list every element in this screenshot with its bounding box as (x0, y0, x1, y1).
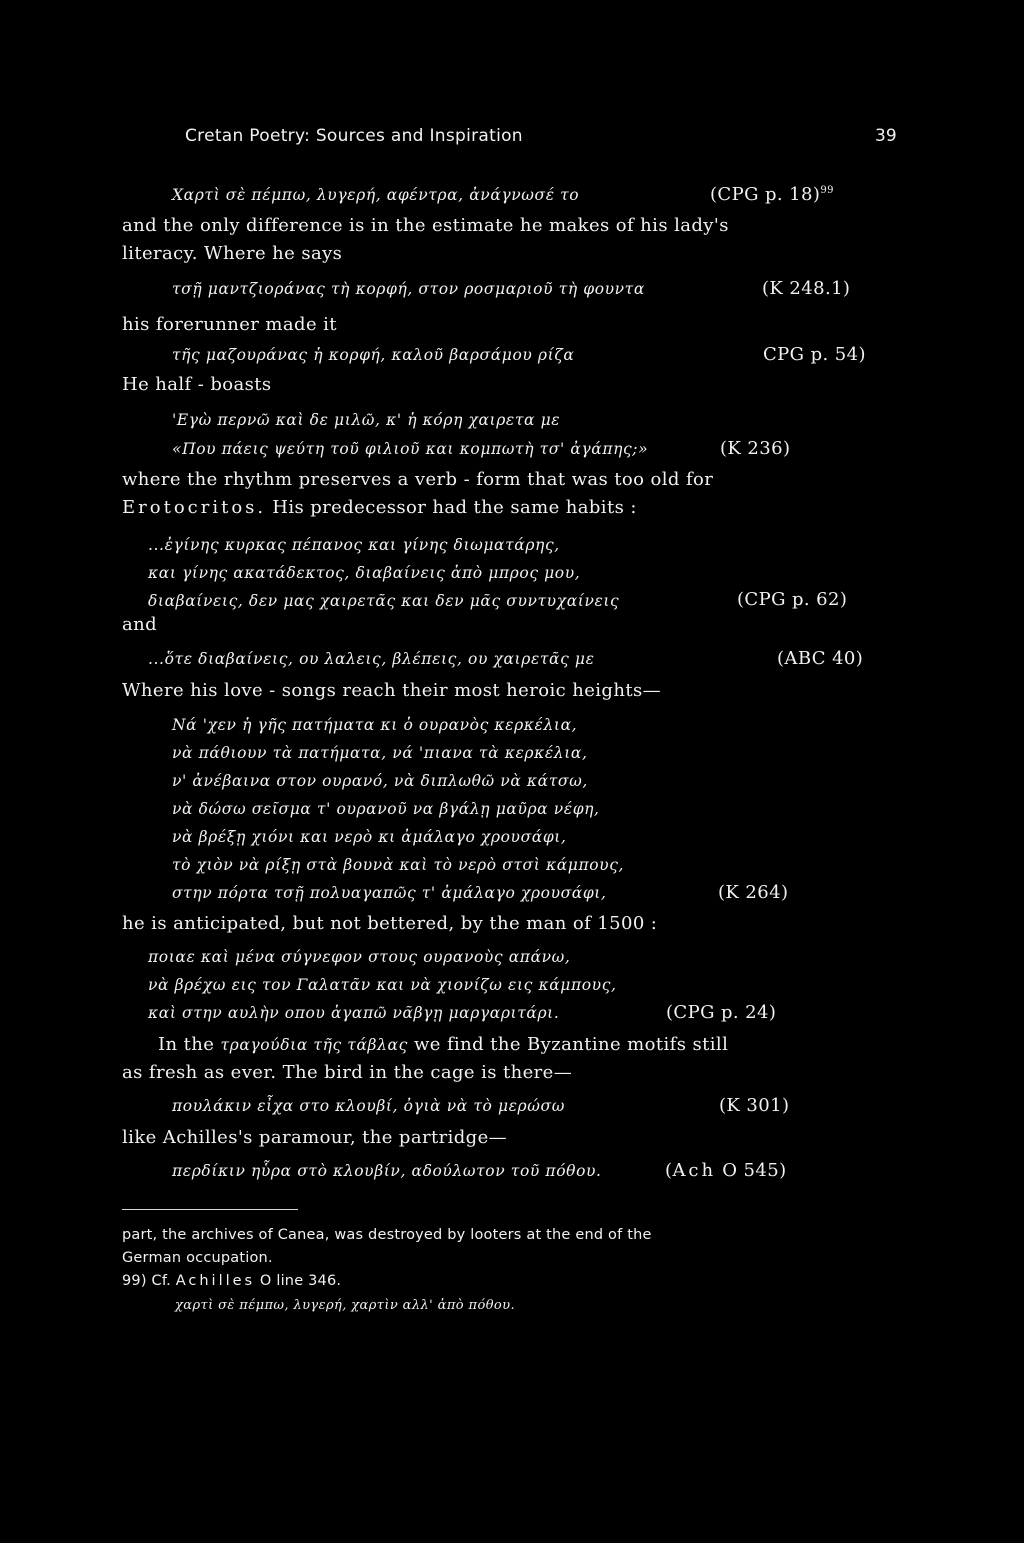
verse-line: 'Εγὼ περνῶ καὶ δε μιλῶ, κ' ἡ κόρη χαιρετα με (172, 411, 561, 429)
citation-text: (CPG p. 18) (710, 184, 821, 205)
prose-line: as fresh as ever. The bird in the cage is there— (122, 1062, 573, 1083)
verse-line: νὰ πάθιουν τὰ πατήματα, νά 'πιανα τὰ κερκέλια, (172, 744, 588, 762)
citation: (K 264) (718, 882, 789, 903)
citation: CPG p. 54) (763, 344, 866, 365)
verse-line: στην πόρτα τσῇ πολυαγαπῶς τ' ἀμάλαγο χρουσάφι, (172, 884, 607, 902)
prose-line (158, 1034, 728, 1055)
prose-line: and (122, 614, 158, 635)
greek-title: τραγούδια τῆς τάβλας (220, 1036, 408, 1054)
prose-line: where the rhythm preserves a verb - form that was too old for (122, 469, 714, 490)
citation: (ABC 40) (777, 648, 864, 669)
footnote-line: German occupation. (122, 1250, 273, 1266)
verse-line: τὸ χιὸν νὰ ρίξῃ στὰ βουνὰ καὶ τὸ νερὸ στσὶ κάμπους, (172, 856, 624, 874)
verse-line: ...ὅτε διαβαίνεις, ου λαλεις, βλέπεις, ου χαιρετᾶς με (148, 650, 595, 668)
prose-text: In the (158, 1034, 221, 1055)
prose-line: his forerunner made it (122, 314, 337, 335)
citation: (K 301) (719, 1095, 790, 1116)
citation: (CPG p. 24) (666, 1002, 777, 1023)
citation (710, 184, 834, 205)
verse-line: ...ἐγίνης κυρκας πέπανος και γίνης διωματάρης, (148, 536, 560, 554)
verse-line: ποιαε καὶ μένα σύγνεφον στους ουρανοὺς απάνω, (148, 948, 571, 966)
citation: (K 248.1) (762, 278, 851, 299)
verse-line: πουλάκιν εἶχα στο κλουβί, ὀγιὰ νὰ τὸ μερώσω (172, 1097, 565, 1115)
verse-line: νὰ βρέξῃ χιόνι και νερὸ κι ἀμάλαγο χρουσάφι, (172, 828, 567, 846)
verse-line: διαβαίνεις, δεν μας χαιρετᾶς και δεν μᾶς συντυχαίνεις (148, 592, 620, 610)
prose-text: His predecessor had the same habits : (266, 497, 637, 518)
citation: (K 236) (720, 438, 791, 459)
prose-line (122, 497, 637, 518)
verse-line: ν' ἀνέβαινα στον ουρανό, νὰ διπλωθῶ νὰ κάτσω, (172, 772, 588, 790)
verse-line: νὰ βρέχω εις τον Γαλατᾶν και νὰ χιονίζω εις κάμπους, (148, 976, 617, 994)
verse-line: καὶ στην αυλὴν οπου ἀγαπῶ νᾶβγῃ μαργαριτάρι. (148, 1004, 560, 1022)
prose-line: He half - boasts (122, 374, 272, 395)
verse-line: νὰ δώσω σεῖσμα τ' ουρανοῦ να βγάλῃ μαῦρα νέφη, (172, 800, 600, 818)
prose-text: we find the Byzantine motifs still (407, 1034, 729, 1055)
running-header-title: Cretan Poetry: Sources and Inspiration (185, 126, 523, 146)
verse-line: τσῇ μαντζιοράνας τὴ κορφή, στον ροσμαριοῦ τὴ φουντα (172, 280, 645, 298)
spaced-title: Achilles (175, 1273, 256, 1289)
prose-line: like Achilles's paramour, the partridge— (122, 1127, 508, 1148)
footnote-greek-line: χαρτὶ σὲ πέμπω, λυγερή, χαρτὶν αλλ' ἀπὸ πόθου. (175, 1298, 515, 1313)
footnote-text: O line 346. (255, 1273, 342, 1289)
verse-line: «Που πάεις ψεύτη τοῦ φιλιοῦ και κομπωτὴ τσ' ἀγάπης;» (172, 440, 649, 458)
spaced-title: Ach (672, 1160, 717, 1181)
footnote-line (122, 1273, 341, 1289)
prose-line: Where his love - songs reach their most heroic heights— (122, 680, 661, 701)
prose-line: he is anticipated, but not bettered, by the man of 1500 : (122, 913, 658, 934)
prose-line: and the only difference is in the estimate he makes of his lady's (122, 215, 729, 236)
citation: (CPG p. 62) (737, 589, 848, 610)
verse-line: Χαρτὶ σὲ πέμπω, λυγερή, αφέντρα, ἀνάγνωσέ το (172, 186, 580, 204)
verse-line: περδίκιν ηὗρα στὸ κλουβίν, αδούλωτον τοῦ πόθου. (172, 1162, 602, 1180)
prose-line: literacy. Where he says (122, 243, 343, 264)
footnote-divider (122, 1209, 298, 1210)
footnote-line: part, the archives of Canea, was destroyed by looters at the end of the (122, 1227, 652, 1243)
footnote-marker: 99 (820, 185, 834, 196)
verse-line: τῆς μαζουράνας ἡ κορφή, καλοῦ βαρσάμου ρίζα (172, 346, 575, 364)
citation-text: O 545) (716, 1160, 787, 1181)
page-number: 39 (875, 126, 897, 146)
citation (665, 1160, 787, 1181)
verse-line: και γίνης ακατάδεκτος, διαβαίνεις ἀπὸ μπρος μου, (148, 564, 581, 582)
citation-text: ( (665, 1160, 673, 1181)
spaced-title: Erotocritos. (122, 497, 267, 518)
footnote-marker: 99) Cf. (122, 1273, 176, 1289)
verse-line: Νά 'χεν ἡ γῆς πατήματα κι ὁ ουρανὸς κερκέλια, (172, 716, 578, 734)
